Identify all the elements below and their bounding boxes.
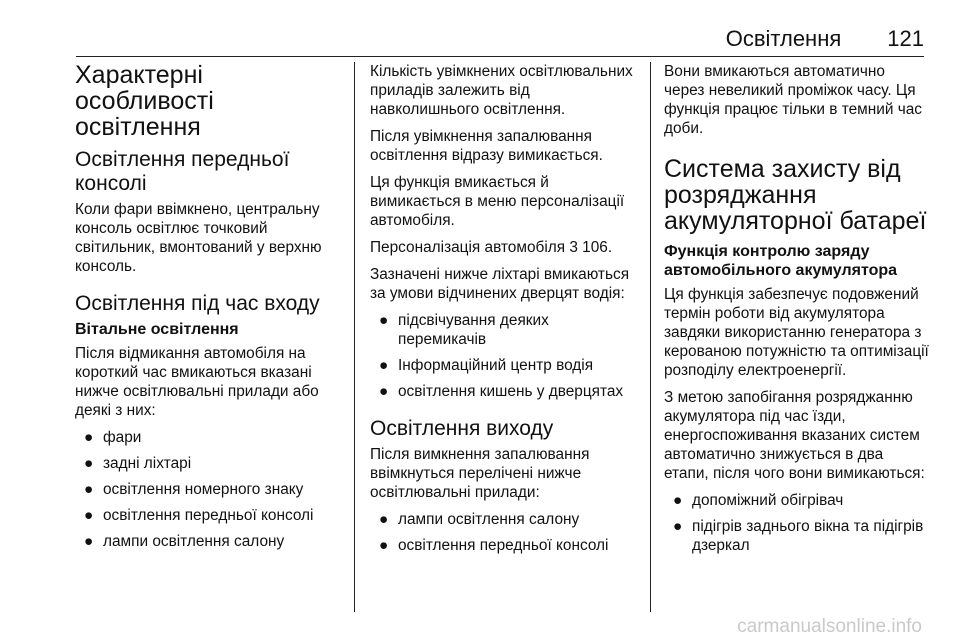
paragraph: Ця функція забезпечує подовжений термін роботи від акумулятора завдяки використанню генератора з керованою потужністю та оптимізації розподілу електроенергії. <box>664 286 929 379</box>
bullet-list <box>664 491 929 555</box>
paragraph: Коли фари ввімкнено, центральну консоль освітлює точковий світильник, вмонтований у верхню консоль. <box>75 201 322 275</box>
list-item: ● задні ліхтарі <box>84 455 192 472</box>
paragraph: Після вимкнення запалювання ввімкнуться перелічені нижче освітлювальні прилади: <box>370 446 590 501</box>
bullet-icon: ● <box>379 537 389 554</box>
list-item: ● освітлення номерного знаку <box>84 481 304 498</box>
list-item: ● фари <box>84 429 142 446</box>
paragraph: Після відмикання автомобіля на короткий час вмикаються вказані нижче освітлювальні прилади або деякі з них: <box>75 345 319 419</box>
list-item: ● Інформаційний центр водія <box>379 357 594 374</box>
paragraph: Зазначені нижче ліхтарі вмикаються за умови відчинених дверцят водія: <box>370 266 630 302</box>
paragraph-reference: Персоналізація автомобіля 3 106. <box>370 239 613 256</box>
chapter-title: Характерні особливості освітлення <box>75 61 214 141</box>
paragraph: Кількість увімкнених освітлювальних приладів залежить від навколишнього освітлення. <box>370 63 633 118</box>
page-reference-link[interactable]: 106. <box>577 239 613 256</box>
bullet-icon: ● <box>84 507 94 524</box>
column-middle <box>370 62 636 563</box>
column-right <box>664 62 929 563</box>
section-title: Освітлення <box>725 26 842 51</box>
paragraph: Вони вмикаються автоматично через невеликий проміжок часу. Ця функція працює тільки в темний час доби. <box>664 63 922 137</box>
bullet-icon: ● <box>379 511 389 528</box>
bullet-icon: ● <box>673 518 683 535</box>
list-item: ● освітлення передньої консолі <box>84 507 314 524</box>
list-item: ● освітлення передньої консолі <box>379 537 609 554</box>
paragraph: Ця функція вмикається й вимикається в меню персоналізації автомобіля. <box>370 174 625 229</box>
list-item: ● освітлення кишень у дверцятах <box>379 383 624 400</box>
heading-entry-lighting: Освітлення під час входу <box>75 292 320 315</box>
list-item: ● підсвічування деяких перемикачів <box>379 312 549 348</box>
list-item: ● підігрів заднього вікна та підігрів дзеркал <box>673 518 924 554</box>
bullet-icon: ● <box>84 481 94 498</box>
heading-front-console: Освітлення передньої консолі <box>75 148 290 195</box>
heading-exit-lighting: Освітлення виходу <box>370 417 554 440</box>
paragraph: Після увімкнення запалювання освітлення відразу вимикається. <box>370 128 603 164</box>
list-item: ● допоміжний обігрівач <box>673 492 844 509</box>
bullet-icon: ● <box>84 429 94 446</box>
column-left <box>75 62 340 559</box>
bullet-list <box>370 510 636 555</box>
subheading-battery-monitor: Функція контролю заряду автомобільного акумулятора <box>664 243 898 279</box>
heading-battery-protection: Система захисту від розряджання акумуляторної батареї <box>664 155 927 235</box>
watermark: carmanualsonline.info <box>737 616 922 637</box>
bullet-icon: ● <box>379 312 389 329</box>
bullet-icon: ● <box>84 533 94 550</box>
bullet-icon: ● <box>673 492 683 509</box>
list-item: ● лампи освітлення салону <box>84 533 285 550</box>
paragraph: З метою запобігання розряджанню акумулятора під час їзди, енергоспоживання вказаних систем автоматично знижується в два етапи, після чого вони вимикаються: <box>664 389 925 482</box>
subheading-welcome-lighting: Вітальне освітлення <box>75 321 239 338</box>
header-rule <box>76 56 924 57</box>
page-header <box>726 26 924 54</box>
bullet-list <box>75 428 340 551</box>
page-number: 121 <box>887 26 924 51</box>
bullet-icon: ● <box>379 357 389 374</box>
column-divider <box>650 62 651 612</box>
page-reference-arrow-icon: 3 <box>569 239 578 256</box>
column-divider <box>354 62 355 612</box>
bullet-list <box>370 311 636 401</box>
bullet-icon: ● <box>84 455 94 472</box>
bullet-icon: ● <box>379 383 389 400</box>
list-item: ● лампи освітлення салону <box>379 511 580 528</box>
